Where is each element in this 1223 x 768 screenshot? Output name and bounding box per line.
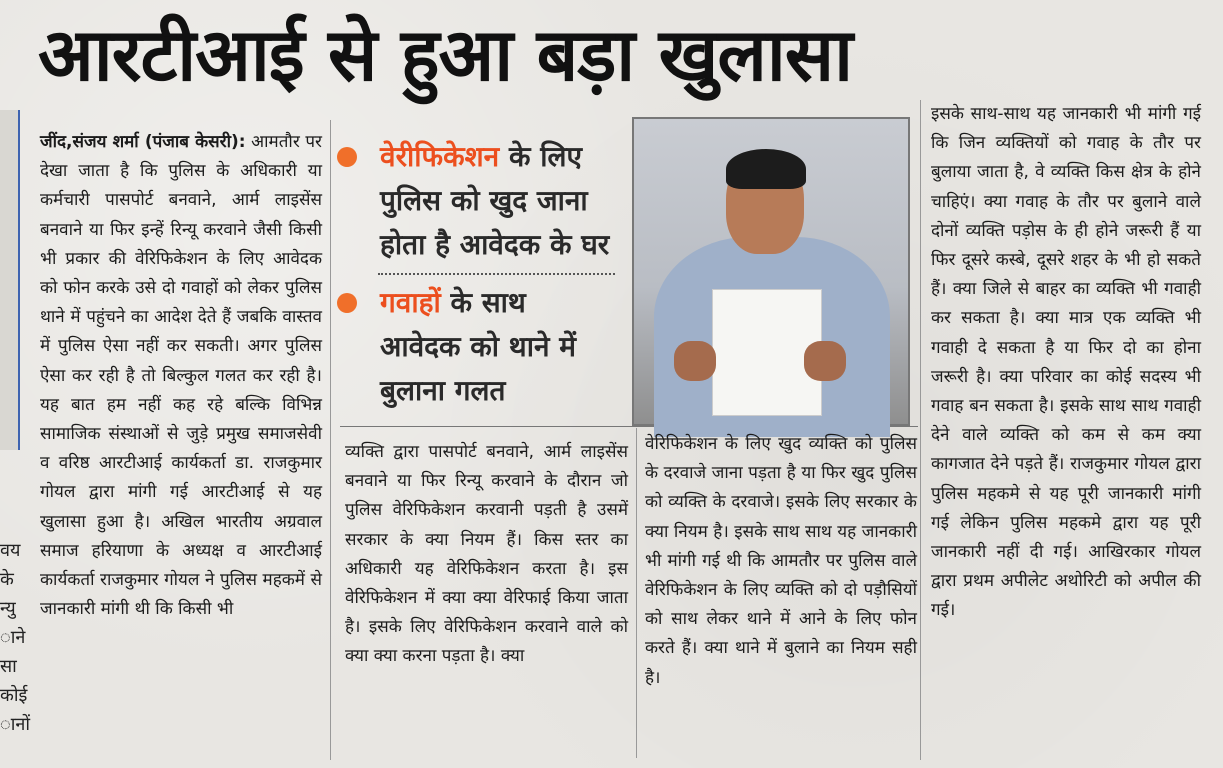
photo-hand <box>674 341 716 381</box>
highlight-box <box>335 135 615 413</box>
article-column-4: इसके साथ-साथ यह जानकारी भी मांगी गई कि जिन व्यक्तियों को गवाह के तौर पर बुलाया जाता है, वे व्यक्ति किस क्षेत्र के होने चाहिएं। क्या गवाह के तौर पर बुलाने वाले दोनों व्यक्ति पड़ोस के ही होने जरूरी हैं या फिर दूसरे कस्बे, दूसरे शहर के भी हो सकते हैं। क्या जिले से बाहर का व्यक्ति भी गवाही कर सकता है। क्या मात्र एक व्यक्ति भी गवाही दे सकता है या फिर दो का होना जरूरी है। क्या परिवार का कोई सदस्य भी गवाह बन सकता है। इसके साथ साथ गवाही देने वाले व्यक्ति को कम से कम क्या कागजात देने पड़ते हैं। राजकुमार गोयल द्वारा पुलिस महकमे से यह पूरी जानकारी मांगी गई लेकिन पुलिस महकमे द्वारा यह पूरी जानकारी नहीं दी गई। आखिरकार गोयल द्वारा प्रथम अपीलेट अथोरिटी को अपील की गई। <box>931 104 1201 621</box>
edge-fragment: न्यु <box>0 598 16 619</box>
column-divider <box>920 100 921 760</box>
column-divider <box>636 428 637 758</box>
article-column-1 <box>40 128 322 624</box>
photo-hand <box>804 341 846 381</box>
photo-person-hair <box>726 149 806 189</box>
edge-fragment: कोई <box>0 685 28 706</box>
article-photo <box>632 117 910 426</box>
edge-fragment: ानों <box>0 714 31 735</box>
adjacent-article-fragment <box>0 536 31 739</box>
edge-fragment: ाने <box>0 627 26 648</box>
edge-fragment: वय <box>0 540 21 561</box>
edge-fragment: के <box>0 569 14 590</box>
column-divider <box>330 120 331 760</box>
adjacent-article-strip <box>0 110 20 450</box>
highlight-text: के लिए पुलिस को खुद जाना होता है आवेदक के घर <box>380 140 610 261</box>
bullet-dot-icon <box>337 147 357 167</box>
column-1-text: आमतौर पर देखा जाता है कि पुलिस के अधिकारी या कर्मचारी पासपोर्ट बनवाने, आर्म लाइसेंस बनवाने या फिर इन्हें रिन्यू करवाने जैसी किसी भी प्रकार की वेरिफिकेशन के लिए आवेदक को फोन करके उसे दो गवाहों को लेकर पुलिस थाने में पहुंचने का आदेश देते हैं जबकि वास्तव में पुलिस ऐसा नहीं कर सकती। अगर पुलिस ऐसा कर रही है तो बिल्कुल गलत कर रही है। यह बात हम नहीं कह रहे बल्कि विभिन्न सामाजिक संस्थाओं से जुड़े प्रमुख समाजसेवी व वरिष्ठ आरटीआई कार्यकर्ता डा. राजकुमार गोयल द्वारा मांगी गई आरटीआई से यह खुलासा हुआ है। अखिल भारतीय अग्रवाल समाज हरियाणा के अध्यक्ष व आरटीआई कार्यकर्ता राजकुमार गोयल ने पुलिस महकमें से जानकारी मांगी थी कि किसी भी <box>40 132 322 620</box>
highlight-text: के साथ आवेदक को थाने में बुलाना गलत <box>380 286 576 407</box>
bullet-dot-icon <box>337 293 357 313</box>
highlight-separator <box>378 273 615 275</box>
headline: आरटीआई से हुआ बड़ा खुलासा <box>38 13 853 98</box>
highlight-accent: गवाहों <box>380 286 441 319</box>
edge-fragment: सा <box>0 656 17 677</box>
article-column-3: वेरिफिकेशन के लिए खुद व्यक्ति को पुलिस के दरवाजे जाना पड़ता है या फिर खुद पुलिस को व्यक्ति के दरवाजे। इसके लिए सरकार के क्या नियम है। इसके साथ साथ यह जानकारी भी मांगी गई थी कि आमतौर पर पुलिस वाले वेरिफिकेशन के लिए व्यक्ति को दो पड़ौसियों को साथ लेकर थाने में आने के लिए फोन करते हैं। क्या थाने में बुलाने का नियम सही है। <box>645 434 917 688</box>
highlight-accent: वेरीफिकेशन <box>380 140 500 173</box>
highlight-item <box>335 281 615 413</box>
article-column-2: व्यक्ति द्वारा पासपोर्ट बनवाने, आर्म लाइसेंस बनवाने या फिर रिन्यू करवाने के दौरान जो पुलिस वेरिफिकेशन करवानी पड़ती है उसमें सरकार के क्या नियम हैं। किस स्तर का अधिकारी यह वेरिफिकेशन करता है। इस वेरिफिकेशन में क्या क्या वेरिफाई किया जाता है। इसके लिए वेरिफिकेशन करवाने वाले को क्या क्या करना पड़ता है। क्या <box>345 442 628 667</box>
highlight-item <box>335 135 615 267</box>
dateline: जींद,संजय शर्मा (पंजाब केसरी): <box>40 132 246 152</box>
